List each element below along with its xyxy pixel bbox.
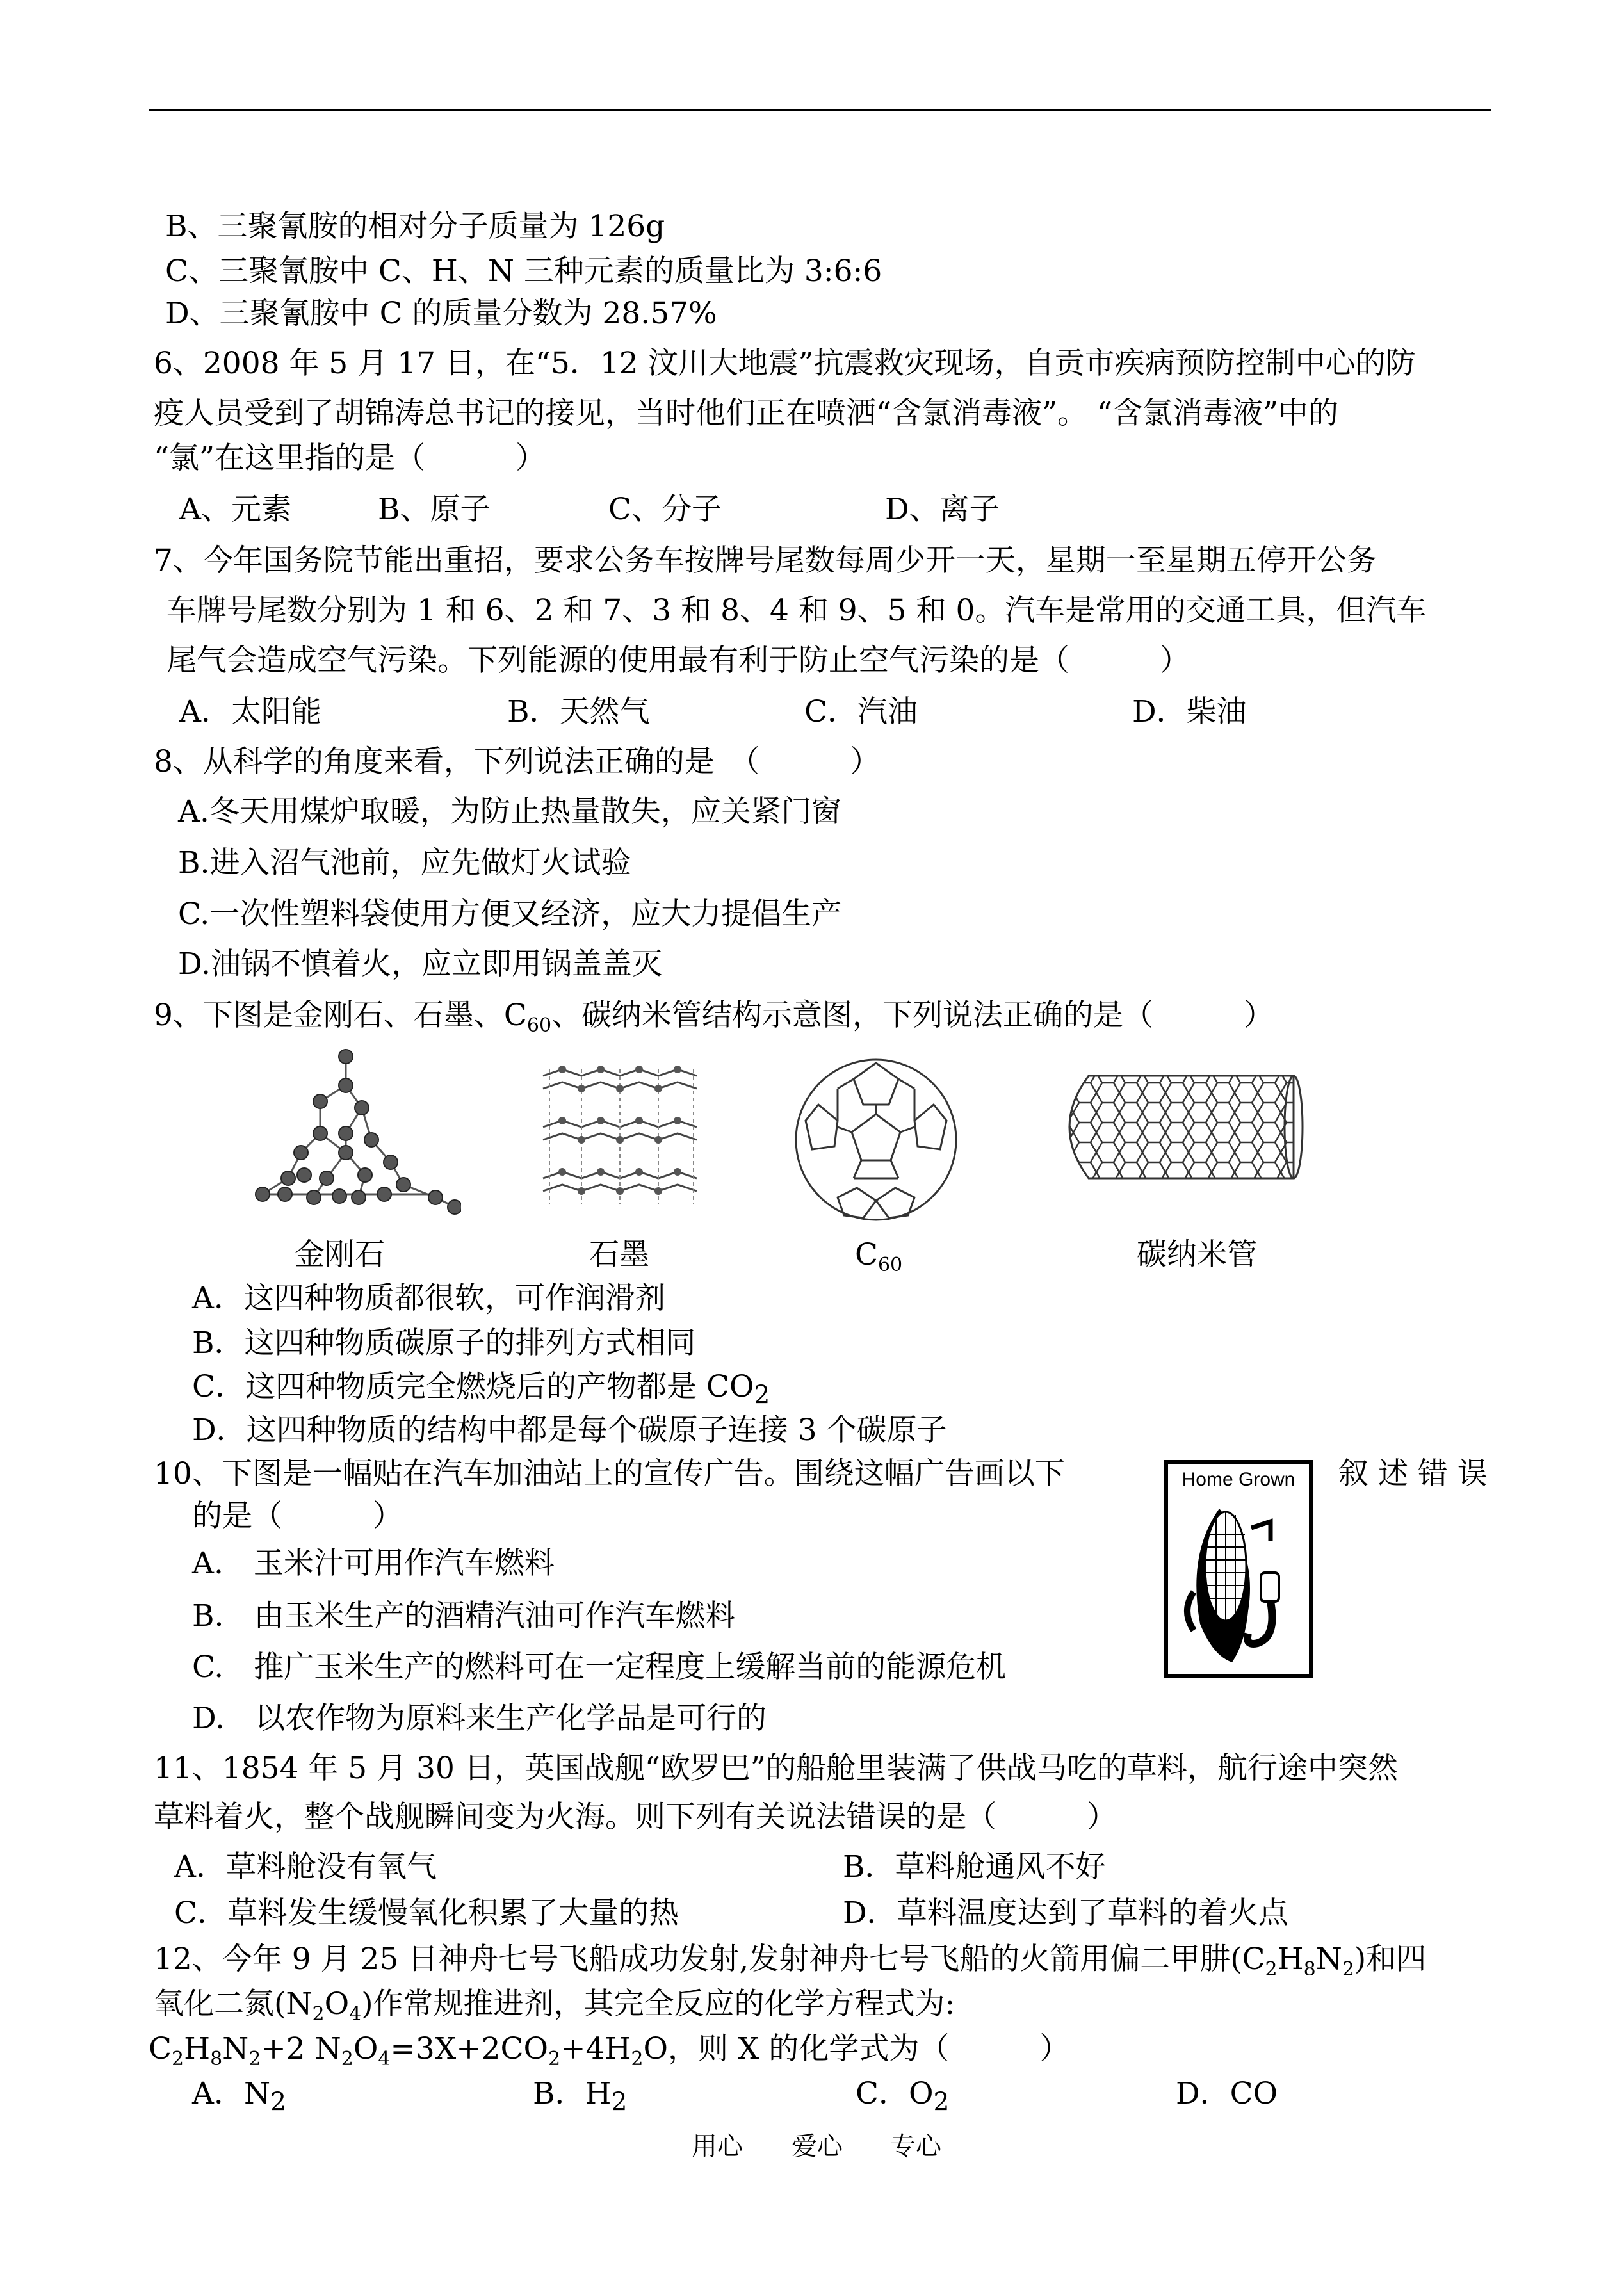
q12-l2-c: )作常规推进剂，其完全反应的化学方程式为: bbox=[361, 1986, 955, 2022]
q12-option-a-sub: 2 bbox=[270, 2088, 286, 2117]
footer-text-2: 爱心 bbox=[792, 2132, 843, 2161]
q6-option-c: C、分子 bbox=[608, 492, 722, 527]
q5-option-b: B、三聚氰胺的相对分子质量为 126g bbox=[165, 209, 665, 244]
caption-c60-sub: 60 bbox=[877, 1254, 903, 1276]
q12-stem-line2 bbox=[154, 1985, 955, 2023]
q12-l2-a: 氧化二氮(N bbox=[154, 1986, 313, 2022]
q7-stem-line1: 7、今年国务院节能出重招，要求公务车按牌号尾数每周少开一天，星期一至星期五停开公务 bbox=[154, 543, 1377, 578]
caption-c60-text: C bbox=[855, 1237, 878, 1272]
header-rule bbox=[149, 109, 1491, 111]
q12-option-c-text: C．O bbox=[856, 2076, 934, 2111]
q12-s5: 4 bbox=[349, 2003, 362, 2025]
q6-stem-line3: “氯”在这里指的是（ ） bbox=[154, 441, 546, 476]
poster-title: Home Grown bbox=[1181, 1469, 1295, 1490]
q6-option-d: D、离子 bbox=[885, 492, 1000, 527]
q6-stem-line2: 疫人员受到了胡锦涛总书记的接见，当时他们正在喷洒“含氯消毒液”。 “含氯消毒液”中的 bbox=[154, 396, 1339, 431]
q7-stem-line2: 车牌号尾数分别为 1 和 6、2 和 7、3 和 8、4 和 9、5 和 0。汽车是常用的交通工具，但汽车 bbox=[166, 593, 1427, 628]
q12-l3-e: O bbox=[353, 2031, 378, 2066]
q12-l3-b: H bbox=[184, 2031, 211, 2066]
q5-option-c: C、三聚氰胺中 C、H、N 三种元素的质量比为 3:6:6 bbox=[165, 254, 882, 289]
q12-s3: 2 bbox=[1342, 1958, 1354, 1981]
q7-option-d: D．柴油 bbox=[1132, 694, 1247, 729]
q12-l3-h: O，则 X 的化学式为（ ） bbox=[643, 2031, 1070, 2066]
q12-option-c-sub: 2 bbox=[933, 2088, 950, 2117]
q7-stem-line3: 尾气会造成空气污染。下列能源的使用最有利于防止空气污染的是（ ） bbox=[166, 643, 1190, 678]
q6-option-a: A、元素 bbox=[179, 492, 291, 527]
q11-option-d: D．草料温度达到了草料的着火点 bbox=[843, 1895, 1288, 1931]
q8-option-d: D.油锅不慎着火，应立即用锅盖盖灭 bbox=[178, 946, 662, 982]
q9-option-c bbox=[192, 1368, 770, 1415]
caption-graphite: 石墨 bbox=[589, 1237, 649, 1272]
q7-option-a: A．太阳能 bbox=[179, 694, 321, 729]
q10-stem-line2: 的是（ ） bbox=[192, 1498, 403, 1534]
q10-stem-line1: 10、下图是一幅贴在汽车加油站上的宣传广告。围绕这幅广告画以下 bbox=[154, 1456, 1065, 1491]
footer-text-1: 用心 bbox=[692, 2132, 743, 2161]
caption-nanotube: 碳纳米管 bbox=[1137, 1237, 1257, 1272]
q12-s10: 4 bbox=[378, 2048, 391, 2070]
q9-stem-sub: 60 bbox=[526, 1014, 552, 1037]
nanotube-structure-image bbox=[1050, 1063, 1306, 1191]
q12-option-d: D．CO bbox=[1176, 2076, 1278, 2111]
home-grown-poster bbox=[1164, 1460, 1313, 1678]
q12-l3-c: N bbox=[222, 2031, 249, 2066]
q9-option-b: B．这四种物质碳原子的排列方式相同 bbox=[192, 1326, 696, 1361]
q11-option-a: A．草料舱没有氧气 bbox=[174, 1849, 437, 1885]
q12-option-c bbox=[856, 2075, 949, 2121]
q9-stem-post: 、碳纳米管结构示意图，下列说法正确的是（ ） bbox=[551, 998, 1274, 1033]
q12-equation-line bbox=[149, 2030, 1069, 2068]
q7-option-b: B．天然气 bbox=[507, 694, 650, 729]
q10-option-c: C. 推广玉米生产的燃料可在一定程度上缓解当前的能源危机 bbox=[192, 1650, 1007, 1685]
q5-option-d: D、三聚氰胺中 C 的质量分数为 28.57% bbox=[165, 296, 717, 331]
q7-option-c: C．汽油 bbox=[804, 694, 918, 729]
q9-stem bbox=[154, 996, 1274, 1035]
q10-option-b: B. 由玉米生产的酒精汽油可作汽车燃料 bbox=[192, 1598, 736, 1634]
q8-stem: 8、从科学的角度来看，下列说法正确的是 （ ） bbox=[154, 744, 881, 779]
q8-option-c: C.一次性塑料袋使用方便又经济，应大力提倡生产 bbox=[178, 896, 842, 932]
q12-l2-b: O bbox=[324, 1986, 350, 2022]
q8-option-a: A.冬天用煤炉取暖，为防止热量散失，应关紧门窗 bbox=[178, 794, 841, 829]
q12-l3-g: +4H bbox=[560, 2031, 631, 2066]
footer-text-3: 专心 bbox=[890, 2132, 941, 2161]
q12-option-a bbox=[192, 2075, 286, 2121]
q12-l3-f: =3X+2CO bbox=[390, 2031, 548, 2066]
q12-stem-line1 bbox=[154, 1940, 1426, 1979]
q12-s6: 2 bbox=[171, 2048, 184, 2070]
q12-l1-b: H bbox=[1277, 1942, 1304, 1977]
q12-s2: 8 bbox=[1303, 1958, 1316, 1981]
q12-s12: 2 bbox=[631, 2048, 644, 2070]
q9-option-d: D．这四种物质的结构中都是每个碳原子连接 3 个碳原子 bbox=[192, 1413, 947, 1448]
q9-option-c-sub: 2 bbox=[754, 1381, 770, 1410]
q12-l1-a: 12、今年 9 月 25 日神舟七号飞船成功发射,发射神舟七号飞船的火箭用偏二甲肼(C bbox=[154, 1942, 1265, 1977]
q10-stem-line1-right: 叙 述 错 误 bbox=[1338, 1456, 1488, 1491]
q12-option-b bbox=[533, 2075, 627, 2121]
q12-s11: 2 bbox=[548, 2048, 561, 2070]
q9-stem-pre: 9、下图是金刚石、石墨、C bbox=[154, 998, 527, 1033]
q12-s9: 2 bbox=[341, 2048, 353, 2070]
q11-stem-line2: 草料着火，整个战舰瞬间变为火海。则下列有关说法错误的是（ ） bbox=[154, 1799, 1117, 1835]
q10-option-a: A. 玉米汁可用作汽车燃料 bbox=[192, 1546, 555, 1581]
caption-c60 bbox=[855, 1236, 902, 1274]
corn-pump-icon bbox=[1174, 1496, 1303, 1669]
q12-l3-d: +2 N bbox=[261, 2031, 341, 2066]
q12-s4: 2 bbox=[312, 2003, 325, 2025]
q11-option-b: B．草料舱通风不好 bbox=[843, 1849, 1106, 1885]
q12-s8: 2 bbox=[248, 2048, 261, 2070]
q12-l3-a: C bbox=[149, 2031, 172, 2066]
c60-structure-image bbox=[786, 1050, 966, 1229]
q12-s1: 2 bbox=[1265, 1958, 1278, 1981]
q12-s7: 8 bbox=[210, 2048, 223, 2070]
q12-option-b-text: B．H bbox=[533, 2076, 612, 2111]
q12-l1-d: )和四 bbox=[1354, 1942, 1427, 1977]
q11-stem-line1: 11、1854 年 5 月 30 日，英国战舰“欧罗巴”的船舱里装满了供战马吃的草料，航行途中突然 bbox=[154, 1751, 1398, 1786]
q6-option-b: B、原子 bbox=[378, 492, 491, 527]
q9-option-c-text: C．这四种物质完全燃烧后的产物都是 CO bbox=[192, 1369, 754, 1404]
q11-option-c: C．草料发生缓慢氧化积累了大量的热 bbox=[174, 1895, 679, 1931]
graphite-structure-image bbox=[537, 1057, 703, 1223]
q6-stem-line1: 6、2008 年 5 月 17 日，在“5．12 汶川大地震”抗震救灾现场，自贡市疾病预防控制中心的防 bbox=[154, 346, 1416, 381]
q10-option-d: D. 以农作物为原料来生产化学品是可行的 bbox=[192, 1701, 767, 1736]
q12-option-a-text: A．N bbox=[192, 2076, 271, 2111]
q8-option-b: B.进入沼气池前，应先做灯火试验 bbox=[178, 845, 631, 880]
q12-option-b-sub: 2 bbox=[611, 2088, 628, 2117]
q9-option-a: A．这四种物质都很软，可作润滑剂 bbox=[192, 1281, 665, 1316]
caption-diamond: 金刚石 bbox=[295, 1237, 385, 1272]
q12-l1-c: N bbox=[1315, 1942, 1342, 1977]
diamond-structure-image bbox=[250, 1044, 461, 1223]
